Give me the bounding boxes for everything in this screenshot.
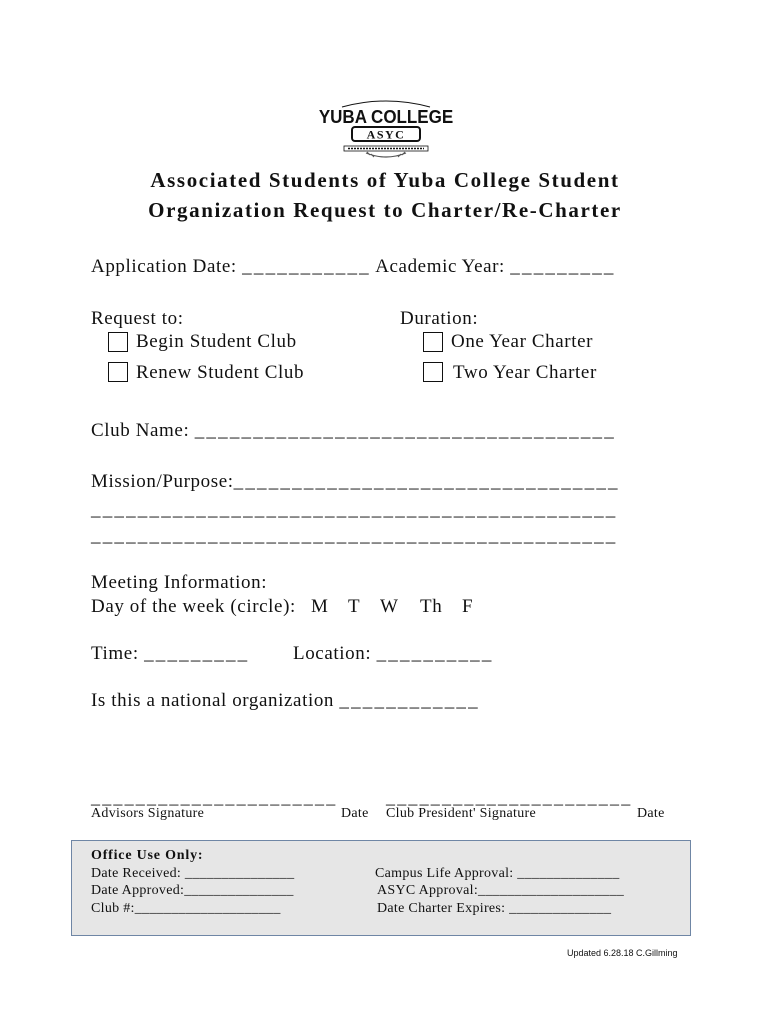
updated-footer: Updated 6.28.18 C.Gillming (567, 948, 678, 958)
date-approved-field[interactable]: Date Approved:_______________ (91, 883, 294, 898)
mission-row (91, 471, 620, 493)
club-number-field[interactable]: Club #:____________________ (91, 901, 281, 916)
location-label: Location: (293, 643, 372, 664)
application-date-row (91, 256, 616, 278)
time-row (91, 643, 249, 665)
form-title-line-1: Associated Students of Yuba College Student (150, 168, 620, 192)
svg-text:YUBA COLLEGE: YUBA COLLEGE (318, 106, 454, 128)
begin-club-label: Begin Student Club (136, 331, 297, 352)
academic-year-label: Academic Year: (375, 256, 505, 277)
national-org-field[interactable]: ____________ (339, 690, 480, 711)
academic-year-field[interactable]: _________ (510, 256, 616, 277)
day-tuesday[interactable]: T (348, 596, 361, 617)
club-name-label: Club Name: (91, 420, 190, 441)
application-date-label: Application Date: (91, 256, 237, 277)
location-field[interactable]: __________ (376, 643, 494, 664)
begin-club-checkbox[interactable] (108, 332, 128, 352)
two-year-checkbox[interactable] (423, 362, 443, 382)
advisor-signature-line[interactable]: ______________________ (91, 787, 338, 807)
president-signature-line[interactable]: ______________________ (386, 787, 633, 807)
office-use-heading: Office Use Only: (91, 848, 204, 863)
renew-club-label: Renew Student Club (136, 362, 305, 383)
time-label: Time: (91, 643, 139, 664)
request-to-label: Request to: (91, 308, 184, 329)
meeting-days-label: Day of the week (circle): (91, 596, 296, 617)
yuba-college-asyc-logo (318, 99, 454, 161)
asyc-approval-field[interactable]: ASYC Approval:____________________ (377, 883, 625, 898)
campus-life-approval-field[interactable]: Campus Life Approval: ______________ (375, 866, 620, 881)
time-field[interactable]: _________ (144, 643, 250, 664)
mission-field-1[interactable]: _________________________________ (233, 471, 620, 492)
national-org-label: Is this a national organization (91, 690, 335, 711)
day-wednesday[interactable]: W (380, 596, 399, 617)
two-year-label: Two Year Charter (453, 362, 597, 383)
date-received-field[interactable]: Date Received: _______________ (91, 866, 295, 881)
day-thursday[interactable]: Th (420, 596, 443, 617)
club-name-row (91, 420, 616, 442)
duration-label: Duration: (400, 308, 479, 329)
advisor-signature-label: Advisors Signature (91, 806, 205, 821)
mission-field-3[interactable]: _____________________________________________ (91, 525, 618, 546)
day-monday[interactable]: M (311, 596, 329, 617)
mission-field-2[interactable]: _____________________________________________ (91, 499, 618, 520)
mission-label: Mission/Purpose: (91, 471, 234, 492)
svg-text:ASYC: ASYC (366, 127, 406, 142)
location-row (293, 643, 494, 665)
president-signature-label: Club President' Signature (386, 806, 537, 821)
club-name-field[interactable]: ____________________________________ (194, 420, 616, 441)
application-date-field[interactable]: ___________ (242, 256, 371, 277)
charter-expires-field[interactable]: Date Charter Expires: ______________ (377, 901, 612, 916)
one-year-label: One Year Charter (451, 331, 594, 352)
advisor-date-label: Date (341, 806, 369, 821)
meeting-heading: Meeting Information: (91, 572, 268, 593)
form-title-line-2: Organization Request to Charter/Re-Charter (148, 198, 622, 222)
one-year-checkbox[interactable] (423, 332, 443, 352)
national-org-row (91, 690, 480, 712)
renew-club-checkbox[interactable] (108, 362, 128, 382)
day-friday[interactable]: F (462, 596, 474, 617)
president-date-label: Date (637, 806, 665, 821)
